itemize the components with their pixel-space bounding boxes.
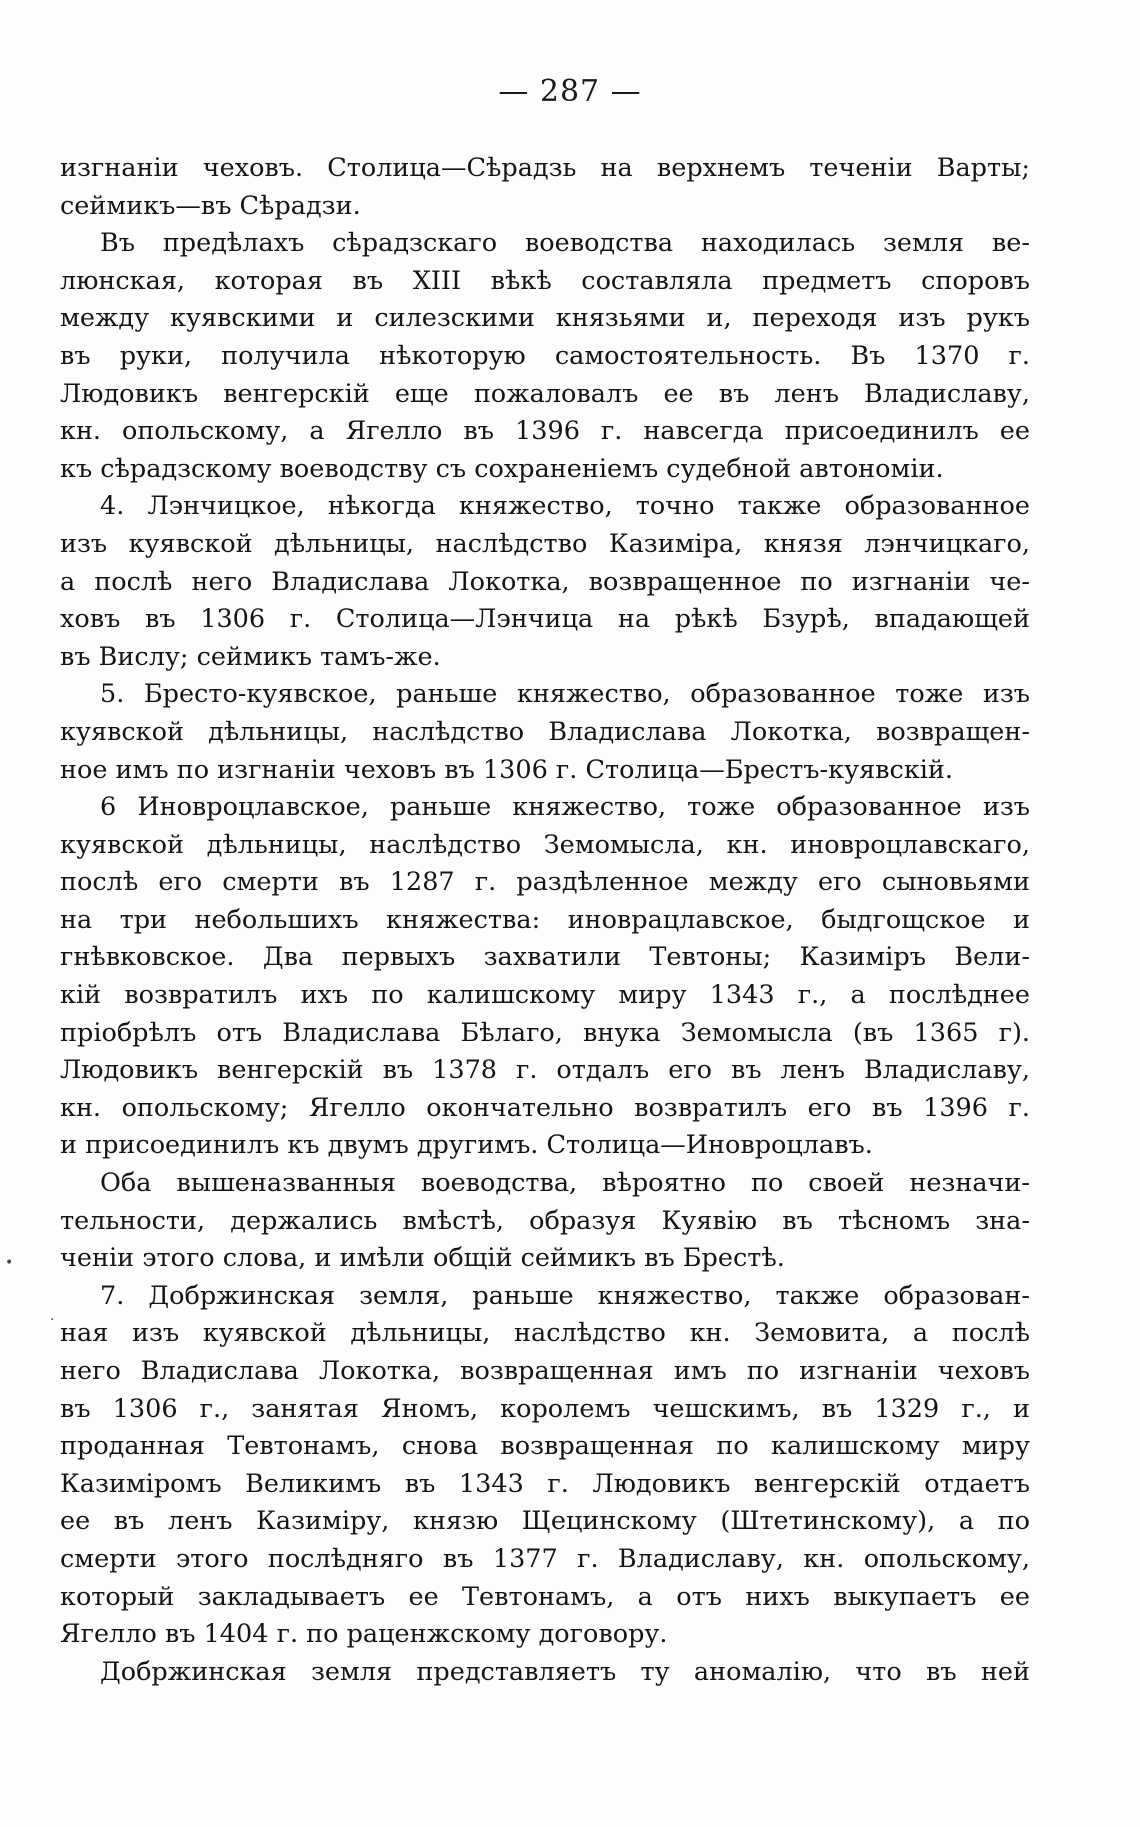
text-line: куявской дѣльницы, наслѣдство Земомысла, кн. иноврoцлавскаго, bbox=[60, 829, 1030, 860]
text-line: ченіи этого слова, и имѣли общій сеймикъ въ Брестѣ. bbox=[60, 1243, 785, 1274]
text-line: кій возвратилъ ихъ по калишскому миру 1343 г., а послѣднее bbox=[60, 980, 1030, 1011]
text-line: изгнаніи чеховъ. Столица—Сѣрадзь на верхнемъ теченіи Варты; bbox=[60, 153, 1030, 183]
text-line: ее въ ленъ Казиміру, князю Щецинскому (Штетинскому), а по bbox=[60, 1506, 1030, 1537]
text-line: ное имъ по изгнаніи чеховъ въ 1306 г. Столица—Брестъ-куявскій. bbox=[60, 754, 954, 785]
text-line: 4. Лэнчицкое, нѣкогда княжество, точно также образованное bbox=[100, 491, 1030, 522]
text-line: тельности, держались вмѣстѣ, образуя Куявію въ тѣсномъ зна- bbox=[60, 1205, 1030, 1236]
text-line: люнская, которая въ XIII вѣкѣ составляла предметъ споровъ bbox=[60, 265, 1030, 296]
text-line: въ Вислу; сеймикъ тамъ-же. bbox=[60, 641, 441, 672]
text-line: 7. Добржинская земля, раньше княжество, также образован- bbox=[100, 1280, 1030, 1311]
text-line: ная изъ куявской дѣльницы, наслѣдство кн. Земовита, а послѣ bbox=[60, 1318, 1030, 1349]
text-line: сеймикъ—въ Сѣрадзи. bbox=[60, 190, 361, 221]
text-line: 5. Бресто-куявское, раньше княжество, образованное тоже изъ bbox=[100, 679, 1030, 710]
text-line: ховъ въ 1306 г. Столица—Лэнчица на рѣкѣ Бзурѣ, впадающей bbox=[60, 604, 1030, 635]
margin-mark: · bbox=[50, 1312, 55, 1328]
text-line: Ягелло въ 1404 г. по раценжскому договору. bbox=[60, 1619, 668, 1650]
text-line: смерти этого послѣдняго въ 1377 г. Владиславу, кн. опольскому, bbox=[60, 1543, 1030, 1574]
text-line: который закладываетъ ее Тевтонамъ, а отъ нихъ выкупаетъ ее bbox=[60, 1581, 1030, 1612]
text-line: гнѣвковское. Два первыхъ захватили Тевтоны; Казиміръ Вели- bbox=[60, 942, 1030, 973]
text-line: него Владислава Локотка, возвращенная имъ по изгнаніи чеховъ bbox=[60, 1356, 1030, 1386]
text-line: на три небольшихъ княжества: иноврацлавское, быдгощское и bbox=[60, 904, 1030, 935]
paragraph bbox=[60, 1654, 1030, 1692]
text-line: кн. опольскому; Ягелло окончательно возвратилъ его въ 1396 г. bbox=[60, 1092, 1030, 1123]
text-line: въ руки, получила нѣкоторую самостоятельность. Въ 1370 г. bbox=[60, 340, 1030, 371]
text-line: Казиміромъ Великимъ въ 1343 г. Людовикъ венгерскій отдаетъ bbox=[60, 1468, 1030, 1499]
text-line: между куявскими и силезскими князьями и, переходя изъ рукъ bbox=[60, 303, 1030, 334]
paragraph bbox=[60, 1165, 1030, 1278]
text-line: Людовикъ венгерскій еще пожаловалъ ее въ ленъ Владиславу, bbox=[60, 378, 1030, 409]
text-line: 6 Иноврoцлавское, раньше княжество, тоже образованное изъ bbox=[100, 792, 1030, 823]
text-line: пріобрѣлъ отъ Владислава Бѣлаго, внука Земомысла (въ 1365 г). bbox=[60, 1017, 1030, 1048]
text-line: кн. опольскому, а Ягелло въ 1396 г. навсегда присоединилъ ее bbox=[60, 416, 1030, 447]
text-line: куявской дѣльницы, наслѣдство Владислава Локотка, возвращен- bbox=[60, 716, 1030, 747]
text-line: изъ куявской дѣльницы, наслѣдство Казиміра, князя лэнчицкаго, bbox=[60, 528, 1030, 559]
margin-mark: • bbox=[5, 1255, 14, 1271]
paragraph bbox=[60, 789, 1030, 1165]
text-line: проданная Тевтонамъ, снова возвращенная по калишскому миру bbox=[60, 1431, 1030, 1462]
paragraph bbox=[60, 1278, 1030, 1654]
text-line: и присоединилъ къ двумъ другимъ. Столица—Иноврoцлавъ. bbox=[60, 1130, 873, 1161]
text-line: Людовикъ венгерскій въ 1378 г. отдалъ его въ ленъ Владиславу, bbox=[60, 1055, 1030, 1086]
text-line: къ сѣрадзскому воеводству съ сохраненіемъ судебной автономіи. bbox=[60, 453, 944, 484]
text-line: а послѣ него Владислава Локотка, возвращенное по изгнаніи че- bbox=[60, 566, 1030, 597]
page-number: — 287 — bbox=[498, 74, 642, 109]
paragraph bbox=[60, 488, 1030, 676]
text-line: Въ предѣлахъ сѣрадзскаго воеводства находилась земля ве- bbox=[100, 228, 1030, 259]
paragraph bbox=[60, 676, 1030, 789]
paragraph bbox=[60, 225, 1030, 488]
text-line: Добржинская земля представляетъ ту аномалію, что въ ней bbox=[100, 1656, 1030, 1687]
text-line: Оба вышеназванныя воеводства, вѣроятно по своей незначи- bbox=[100, 1168, 1030, 1199]
text-line: въ 1306 г., занятая Яномъ, королемъ чешскимъ, въ 1329 г., и bbox=[60, 1393, 1030, 1424]
paragraph bbox=[60, 150, 1030, 225]
body-text bbox=[60, 150, 1030, 1691]
text-line: послѣ его смерти въ 1287 г. раздѣленное между его сыновьями bbox=[60, 867, 1030, 898]
